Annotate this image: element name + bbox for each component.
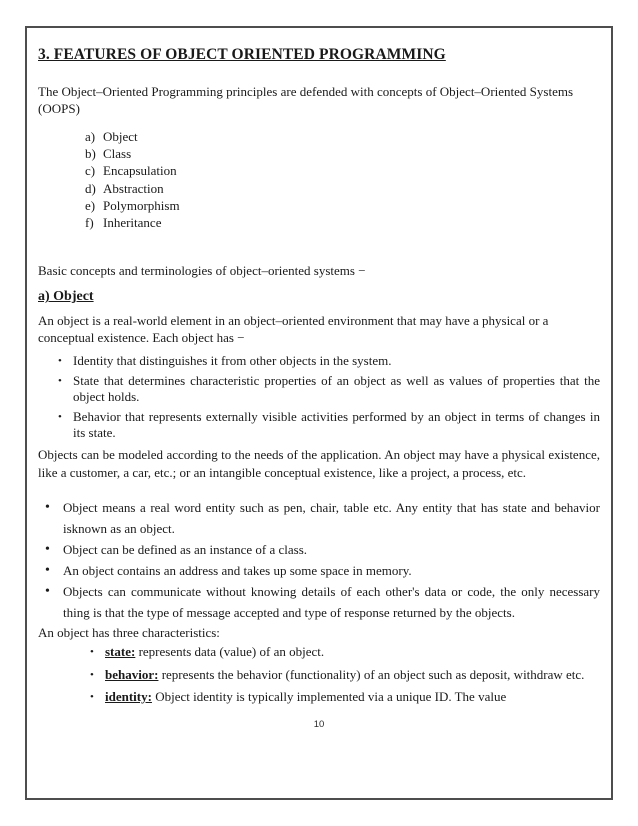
bullet-marker: • xyxy=(45,542,50,558)
characteristic-description: represents the behavior (functionality) of an object such as deposit, withdraw etc. xyxy=(161,666,585,682)
bullet-marker: • xyxy=(45,584,50,600)
characteristics-intro: An object has three characteristics: xyxy=(38,625,220,641)
list-marker: e) xyxy=(85,197,96,213)
list-item xyxy=(45,539,600,560)
list-item xyxy=(45,560,600,581)
list-item-text: Objects can communicate without knowing details of each other's data or code, the only necessary thing is that the type of message accepted and type of response returned by the objects. xyxy=(63,584,600,621)
list-item-label: Polymorphism xyxy=(103,197,180,213)
list-item xyxy=(85,180,600,197)
list-marker: a) xyxy=(85,129,96,144)
page-border-frame xyxy=(25,26,613,800)
list-item-text xyxy=(105,644,600,661)
bullet-marker: • xyxy=(90,668,94,681)
characteristic-description: represents data (value) of an object. xyxy=(138,644,325,660)
list-item-label: Class xyxy=(103,146,132,162)
characteristic-term: behavior: xyxy=(105,666,159,682)
list-marker: b) xyxy=(85,146,96,162)
bullet-marker: • xyxy=(45,500,50,516)
bullet-marker: • xyxy=(90,691,94,704)
list-item xyxy=(85,162,600,179)
bullet-marker: • xyxy=(58,355,62,368)
characteristic-term: identity: xyxy=(105,689,152,705)
object-facts-list xyxy=(45,497,600,623)
list-item-label: Abstraction xyxy=(103,180,164,196)
list-item xyxy=(85,214,600,231)
list-item-text: Object can be defined as an instance of a class. xyxy=(63,542,308,558)
list-marker: d) xyxy=(85,180,96,196)
characteristic-term: state: xyxy=(105,644,136,660)
list-item-text: An object contains an address and takes up some space in memory. xyxy=(63,563,412,579)
list-item-text: State that determines characteristic properties of an object as well as values of properties that the object holds. xyxy=(73,373,600,405)
list-item xyxy=(58,409,600,441)
document-title: 3. FEATURES OF OBJECT ORIENTED PROGRAMMING xyxy=(38,46,446,63)
list-item-label: Encapsulation xyxy=(103,163,177,179)
list-item xyxy=(85,128,600,145)
bullet-marker: • xyxy=(45,563,50,579)
oop-concepts-list xyxy=(85,128,600,231)
object-properties-list xyxy=(58,353,600,441)
characteristic-description: Object identity is typically implemented via a unique ID. The value xyxy=(155,689,507,705)
list-item-label: Inheritance xyxy=(103,215,162,231)
list-item-text: Object means a real word entity such as pen, chair, table etc. Any entity that has state and behavior isknown as an object. xyxy=(63,500,600,537)
list-item xyxy=(90,689,600,706)
list-item-text xyxy=(105,667,600,684)
characteristics-list xyxy=(90,644,600,706)
list-item xyxy=(45,497,600,539)
list-item xyxy=(85,145,600,162)
intro-paragraph: The Object–Oriented Programming principles are defended with concepts of Object–Oriented Systems (OOPS) xyxy=(38,84,574,116)
list-item xyxy=(45,581,600,623)
list-item-text: Identity that distinguishes it from other objects in the system. xyxy=(73,353,392,369)
modeled-paragraph: Objects can be modeled according to the needs of the application. An object may have a physical existence, like a customer, a car, etc.; or an intangible conceptual existence, like a project, a process, etc. xyxy=(38,447,600,480)
list-item-text: Behavior that represents externally visible activities performed by an object in terms of changes in its state. xyxy=(73,409,600,441)
basic-concepts-line: Basic concepts and terminologies of object–oriented systems − xyxy=(38,263,366,279)
bullet-marker: • xyxy=(58,375,62,388)
page-number: 10 xyxy=(313,718,325,730)
list-marker: c) xyxy=(85,163,96,179)
list-item xyxy=(90,644,600,661)
list-item xyxy=(90,667,600,684)
list-item-text xyxy=(105,689,600,706)
list-item xyxy=(58,353,600,369)
list-item xyxy=(85,197,600,214)
list-item xyxy=(58,373,600,405)
object-intro-paragraph: An object is a real-world element in an object–oriented environment that may have a physical or a conceptual existence. Each object has − xyxy=(38,313,549,346)
list-item-label: Object xyxy=(103,129,138,144)
bullet-marker: • xyxy=(90,646,94,659)
list-marker: f) xyxy=(85,215,94,231)
object-section-heading: a) Object xyxy=(38,289,94,305)
bullet-marker: • xyxy=(58,411,62,424)
